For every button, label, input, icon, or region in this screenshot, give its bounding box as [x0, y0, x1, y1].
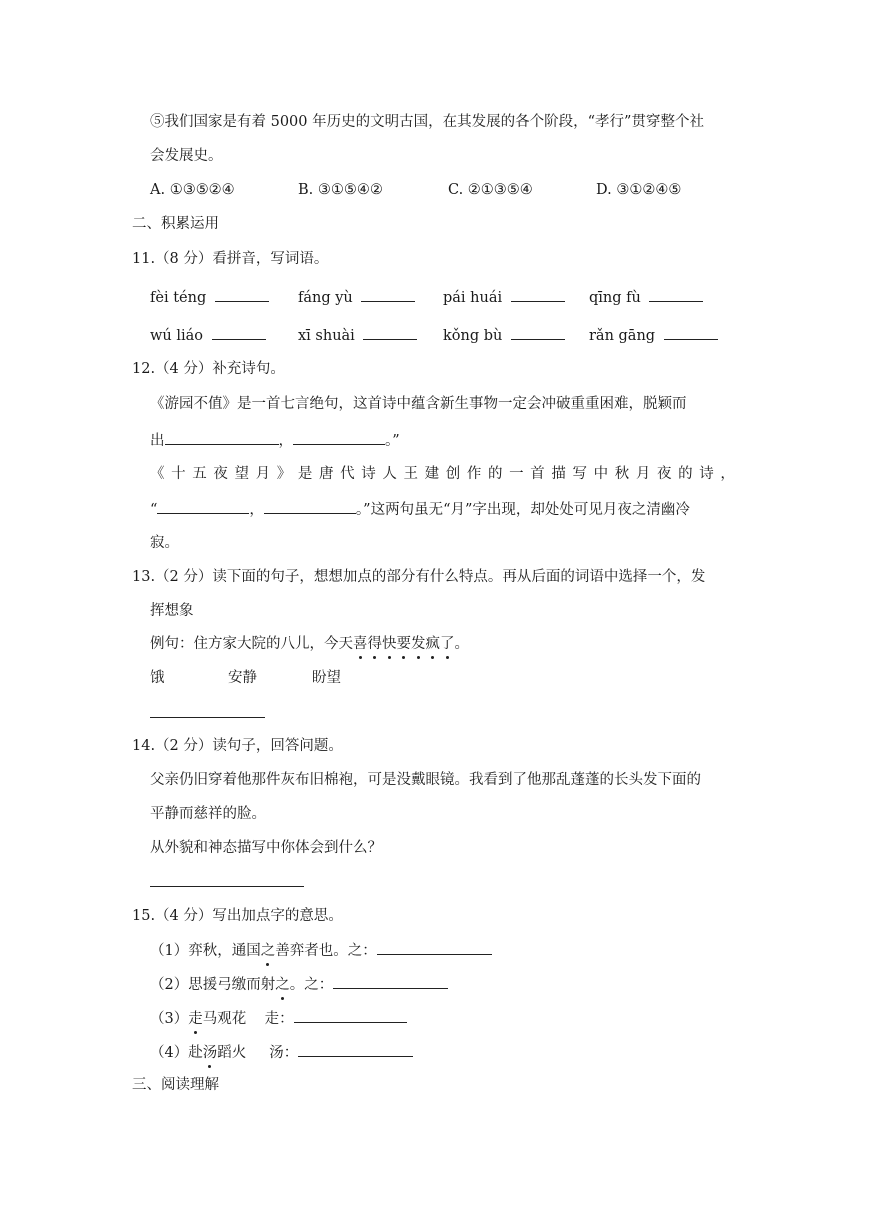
q13-example-dotted-phrase — [353, 636, 455, 652]
q11-row1 — [150, 286, 269, 308]
q12-blank-2[interactable] — [293, 429, 385, 445]
q11-row2-c — [443, 324, 565, 346]
q15-item-1 — [150, 939, 492, 961]
q12-p2-line1-char: 是 — [297, 466, 313, 482]
q12-p2-line1-char: 夜 — [213, 466, 228, 482]
q11-answer-blank-5[interactable] — [212, 324, 266, 340]
q12-blank-4[interactable] — [264, 498, 356, 514]
q12-blank-3[interactable] — [157, 498, 249, 514]
q12-p2-line1-char: 建 — [424, 466, 440, 482]
q15-answer-blank-1[interactable] — [377, 939, 492, 955]
q12-p1-line2 — [150, 429, 400, 451]
q12-p2-line1-char: 创 — [445, 466, 461, 482]
q11-answer-blank-7[interactable] — [511, 324, 565, 340]
q11-row2-a — [150, 324, 266, 346]
q12-p2-line1-char: 秋 — [614, 466, 630, 482]
q12-comma-1: ， — [278, 433, 293, 449]
q12-p2-line1-char: 唐 — [319, 466, 334, 482]
q12-p2-line1-char: 五 — [192, 466, 207, 482]
q15-answer-blank-2[interactable] — [333, 973, 448, 989]
q11-row2-b — [298, 324, 417, 346]
q11-pinyin-2: fáng yù — [298, 290, 353, 306]
q12-p2-line1-char: 王 — [403, 466, 418, 482]
q15-item-1-post: 善弈者也。之： — [275, 943, 377, 959]
q12-p2-line1-char: 望 — [234, 466, 249, 482]
q12-comma-2: ， — [249, 502, 264, 518]
q12-p2-line1-char: 首 — [530, 466, 545, 482]
q15-item-3-dotted-char: 走 — [188, 1011, 203, 1027]
q12-p2-line1-char: 诗 — [699, 466, 714, 482]
q13-dotted-char: 快 — [382, 636, 397, 652]
q11-answer-blank-1[interactable] — [215, 286, 269, 302]
q11-pinyin-7: kǒng bù — [443, 328, 503, 344]
q13-word-3[interactable]: 盼望 — [312, 670, 341, 686]
q12-stem: 12.（4 分）补充诗句。 — [132, 361, 285, 377]
q11-pinyin-1: fèi téng — [150, 290, 207, 306]
q13-word-1[interactable]: 饿 — [150, 670, 165, 686]
q13-dotted-char: 疯 — [425, 636, 440, 652]
q11-pinyin-6: xī shuài — [298, 328, 355, 344]
q12-p2-line1-char: 人 — [382, 466, 397, 482]
q11-pinyin-5: wú liáo — [150, 328, 204, 344]
q14-passage-line2: 平静而慈祥的脸。 — [150, 806, 266, 822]
q15-item-2 — [150, 973, 448, 995]
q12-p2-open-quote: “ — [150, 502, 158, 518]
q15-answer-blank-4[interactable] — [298, 1041, 413, 1057]
section3-title: 三、阅读理解 — [132, 1077, 219, 1093]
q12-p2-line1-char: 月 — [635, 466, 651, 482]
q13-dotted-char: 了 — [440, 636, 455, 652]
q14-question: 从外貌和神态描写中你体会到什么？ — [150, 840, 382, 856]
q10-option-b[interactable]: B. ③①⑤④② — [298, 182, 383, 198]
q15-stem: 15.（4 分）写出加点字的意思。 — [132, 908, 343, 924]
q13-answer-line[interactable] — [150, 717, 265, 718]
q13-dotted-char: 喜 — [353, 636, 368, 652]
q15-answer-blank-3[interactable] — [294, 1007, 407, 1023]
q15-item-2-dotted-char: 之 — [275, 977, 290, 993]
q15-item-4-dotted-char: 汤 — [202, 1045, 218, 1061]
q12-p2-line1-char: 十 — [171, 466, 186, 482]
q12-p2-line1-char: 的 — [678, 466, 693, 482]
q12-p2-line1-char: 中 — [593, 466, 609, 482]
q11-row1-b — [298, 286, 415, 308]
q12-p2-line3: 寂。 — [150, 535, 179, 551]
q15-item-3-pre: （3） — [150, 1011, 189, 1027]
q10-option-a[interactable]: A. ①③⑤②④ — [150, 182, 235, 198]
q10-options — [150, 180, 681, 200]
q13-stem-line2: 挥想象 — [150, 603, 194, 619]
q13-stem-line1: 13.（2 分）读下面的句子，想想加点的部分有什么特点。再从后面的词语中选择一个，发 — [132, 569, 706, 585]
q15-item-3 — [150, 1007, 407, 1029]
q10-item5-line1: ⑤我们国家是有着 5000 年历史的文明古国，在其发展的各个阶段，“孝行”贯穿整个社 — [150, 114, 704, 130]
q10-item5-line2: 会发展史。 — [150, 148, 223, 164]
q12-p2-line1-char: 的 — [488, 466, 503, 482]
q12-p2-line1-char: 诗 — [361, 466, 376, 482]
q14-stem: 14.（2 分）读句子，回答问题。 — [132, 738, 343, 754]
q11-stem: 11.（8 分）看拼音，写词语。 — [132, 251, 329, 267]
q13-dotted-char: 要 — [396, 636, 411, 652]
q11-row2-d — [589, 324, 718, 346]
q14-answer-line[interactable] — [150, 886, 304, 887]
section2-title: 二、积累运用 — [132, 216, 219, 232]
q15-item-2-pre: （2）思援弓缴而射 — [150, 977, 276, 993]
q11-answer-blank-6[interactable] — [363, 324, 417, 340]
q12-p1-end: 。” — [385, 433, 400, 449]
q13-dotted-char: 得 — [367, 636, 382, 652]
q13-word-choices — [150, 668, 341, 688]
q11-answer-blank-3[interactable] — [511, 286, 565, 302]
q15-item-2-post: 。之： — [289, 977, 334, 993]
q12-blank-1[interactable] — [165, 429, 279, 445]
q11-answer-blank-8[interactable] — [664, 324, 718, 340]
q11-row1-c — [443, 286, 565, 308]
q13-example — [150, 634, 469, 654]
q11-answer-blank-2[interactable] — [361, 286, 415, 302]
q12-p2-line1-char: 月 — [255, 466, 271, 482]
q15-item-1-dotted-char: 之 — [260, 943, 276, 959]
q12-p2-line1-char: 《 — [150, 466, 165, 482]
q15-item-1-pre: （1）弈秋，通国 — [150, 943, 261, 959]
q12-p2-line1-char: 》 — [276, 466, 292, 482]
q15-item-3-post: 马观花 走： — [202, 1011, 294, 1027]
q12-p2-tail: 。”这两句虽无“月”字出现，却处处可见月夜之清幽冷 — [355, 502, 690, 518]
q15-item-4-pre: （4）赴 — [150, 1045, 203, 1061]
q12-p2-line1-char: 写 — [572, 466, 587, 482]
q11-pinyin-4: qīng fù — [589, 290, 641, 306]
q12-p2-line1-char: 描 — [551, 466, 566, 482]
q12-p1-prefix: 出 — [150, 433, 165, 449]
q14-passage-line1: 父亲仍旧穿着他那件灰布旧棉袍，可是没戴眼镜。我看到了他那乱蓬蓬的长头发下面的 — [150, 772, 701, 788]
q12-p2-line1-char: 代 — [340, 466, 355, 482]
q11-row1-d — [589, 286, 703, 308]
q13-dotted-char: 发 — [411, 636, 426, 652]
q12-p2-line1 — [150, 464, 735, 484]
q12-p2-line1-char: ， — [720, 466, 735, 482]
q12-p2-line1-char: 作 — [466, 466, 482, 482]
q12-p1-line1: 《游园不值》是一首七言绝句，这首诗中蕴含新生事物一定会冲破重重困难，脱颖而 — [150, 396, 687, 412]
q13-example-prefix: 例句：住方家大院的八儿，今天 — [150, 636, 353, 652]
q10-option-d[interactable]: D. ③①②④⑤ — [596, 182, 682, 198]
q13-word-2[interactable]: 安静 — [228, 670, 257, 686]
q11-pinyin-8: rǎn gāng — [589, 328, 656, 344]
q12-p2-line1-char: 一 — [509, 466, 524, 482]
q15-item-4 — [150, 1041, 413, 1063]
q12-p2-line2 — [150, 498, 690, 520]
q11-pinyin-3: pái huái — [443, 290, 503, 306]
q10-option-c[interactable]: C. ②①③⑤④ — [448, 182, 533, 198]
q11-answer-blank-4[interactable] — [649, 286, 703, 302]
q13-example-end: 。 — [454, 636, 469, 652]
q15-item-4-post: 蹈火 汤： — [217, 1045, 299, 1061]
q12-p2-line1-char: 夜 — [657, 466, 672, 482]
